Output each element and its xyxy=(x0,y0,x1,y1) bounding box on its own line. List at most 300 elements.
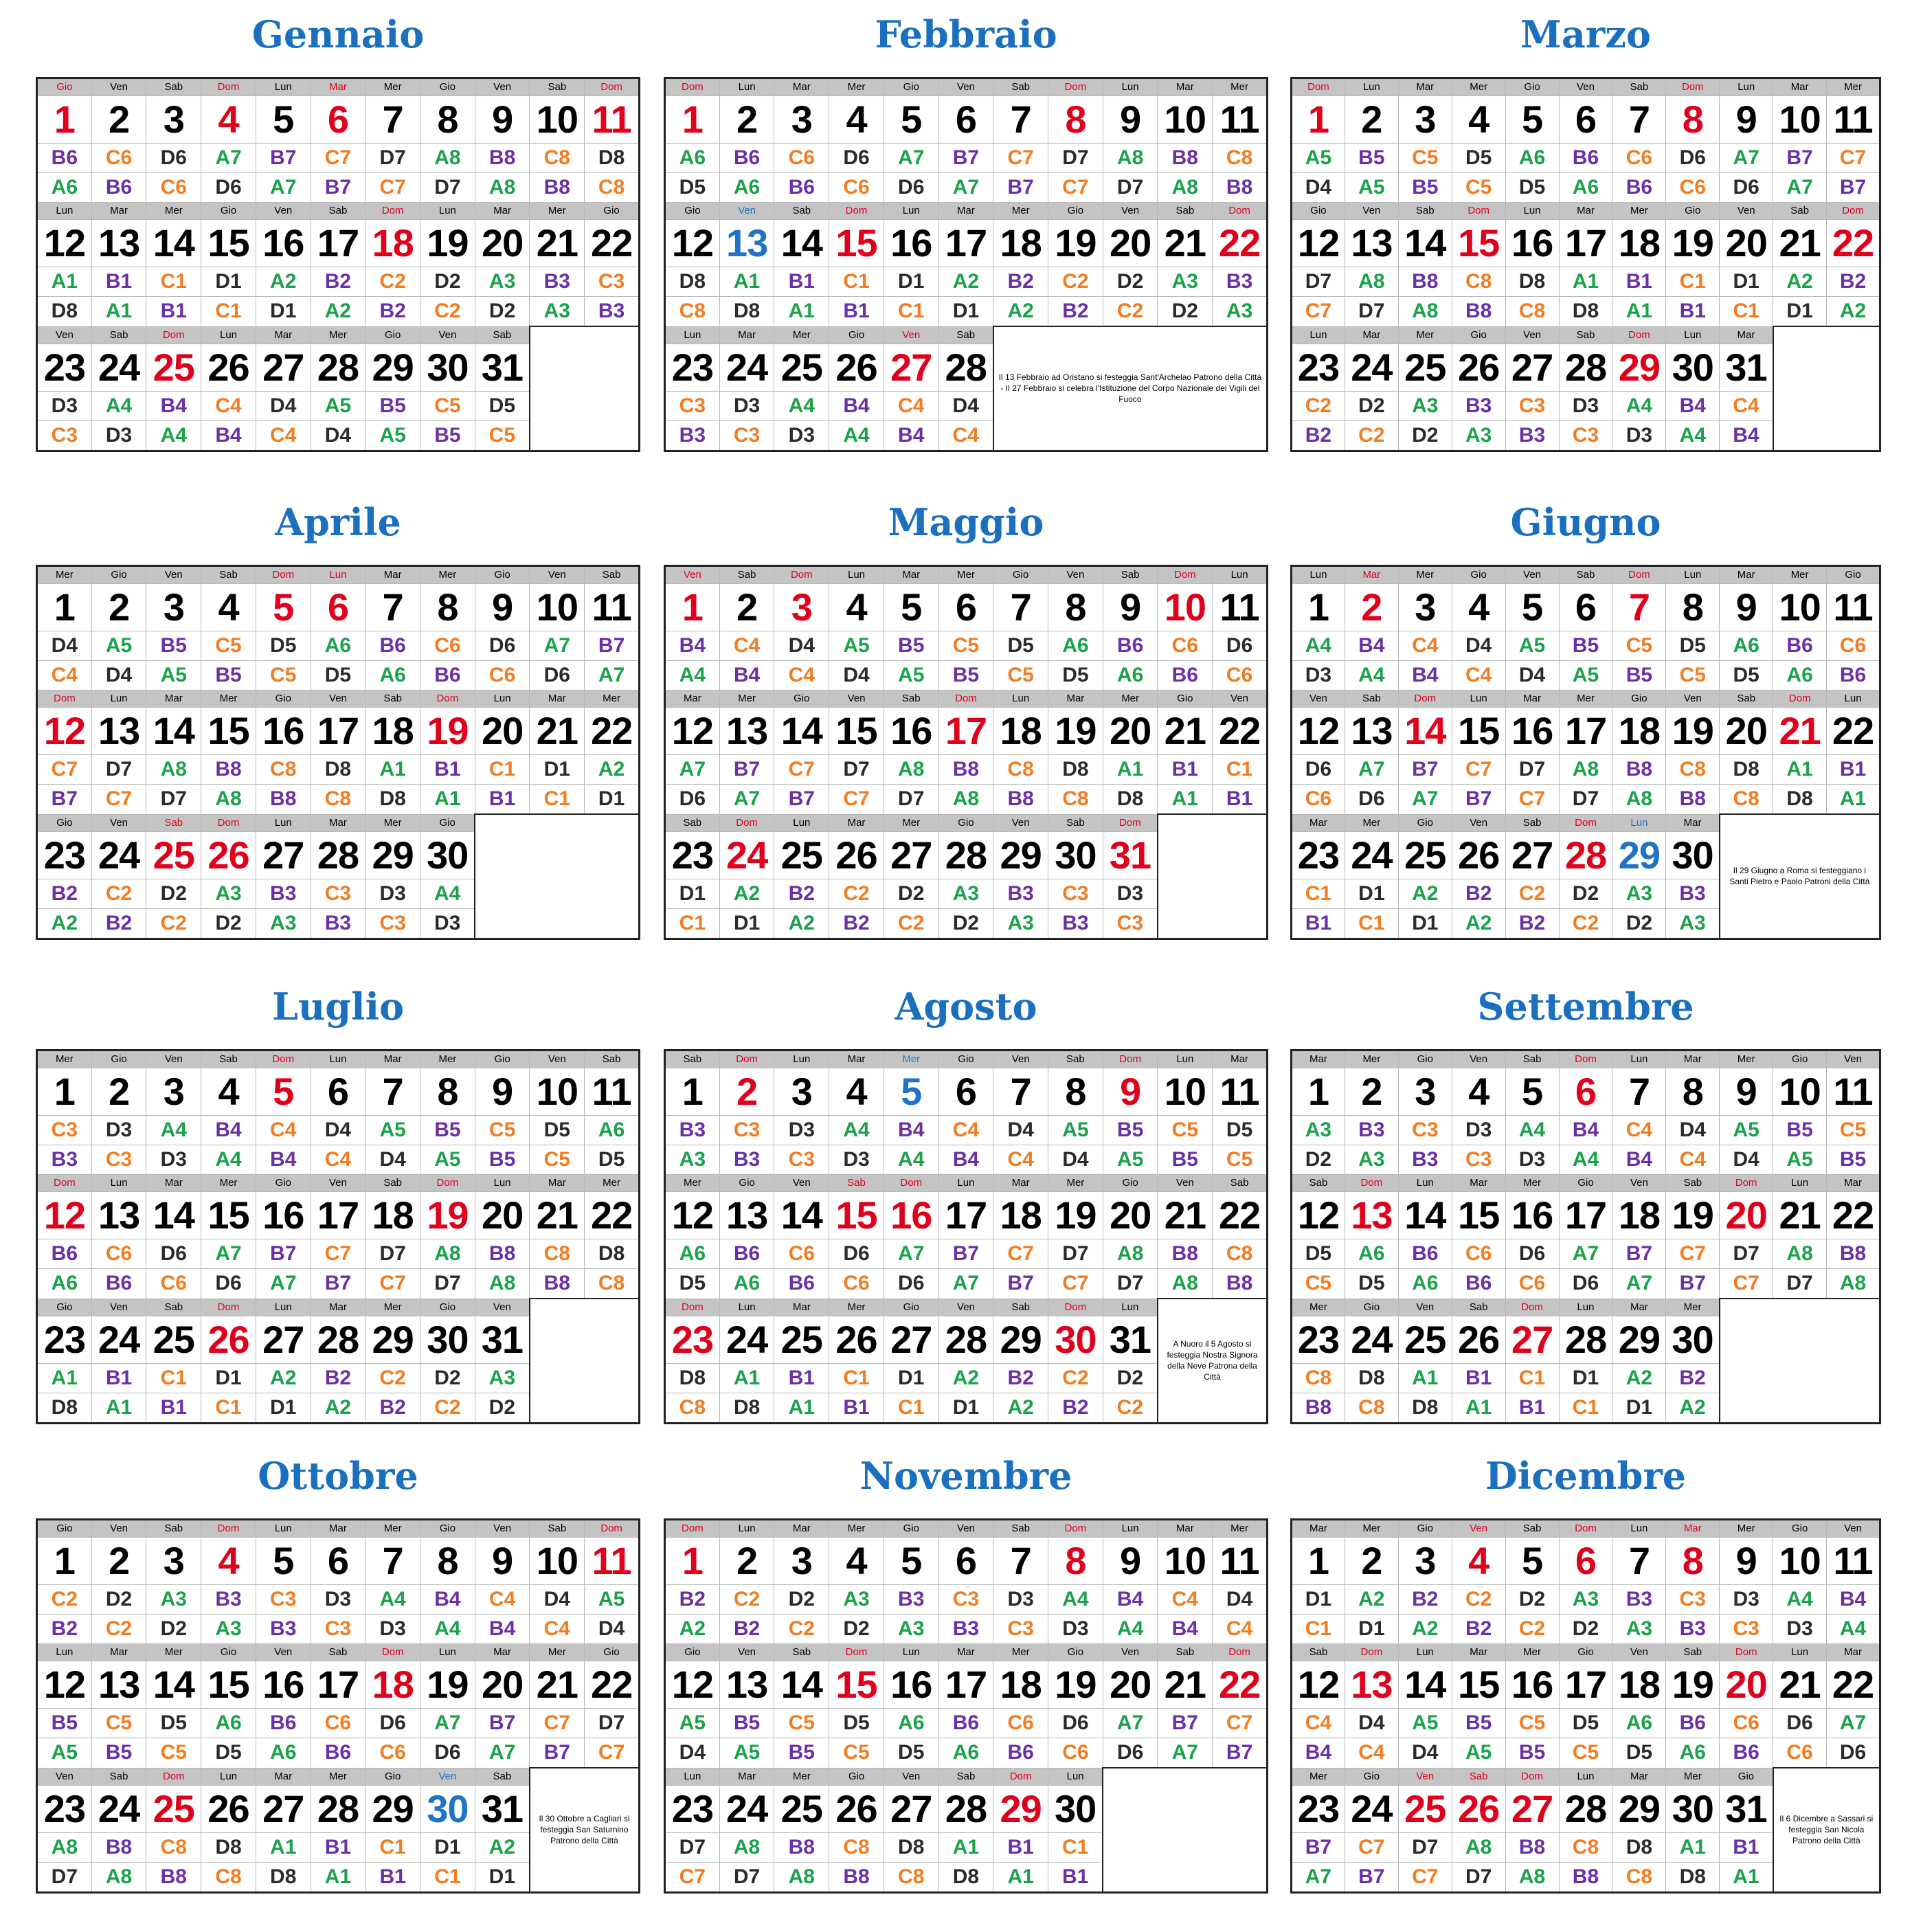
weekday-label: Ven xyxy=(146,566,201,584)
shift-code: D3 xyxy=(993,1585,1048,1615)
shift-code: A6 xyxy=(1103,661,1158,690)
date-number: 17 xyxy=(938,708,993,755)
shift-code: C1 xyxy=(146,267,201,297)
date-number: 18 xyxy=(993,1192,1048,1239)
shift-code: B5 xyxy=(938,661,993,690)
weekday-label: Sab xyxy=(1048,1051,1103,1068)
date-number: 11 xyxy=(1827,1538,1880,1585)
shift-code: D3 xyxy=(366,879,420,908)
shift-code: D3 xyxy=(829,1145,884,1175)
shift-code: B2 xyxy=(1452,879,1505,908)
shift-code: A3 xyxy=(938,879,993,908)
shift-row-a xyxy=(665,1585,1268,1615)
date-number: 28 xyxy=(311,831,366,879)
shift-code: B3 xyxy=(665,420,720,451)
shift-code: C6 xyxy=(475,661,530,690)
shift-code: D8 xyxy=(37,1393,92,1423)
date-row xyxy=(37,220,640,267)
weekday-row xyxy=(665,326,1268,344)
weekday-label: Mer xyxy=(1666,1768,1720,1785)
shift-code: A4 xyxy=(1827,1615,1880,1644)
shift-row-b xyxy=(37,661,640,690)
date-number: 20 xyxy=(1720,220,1773,267)
shift-code: B7 xyxy=(1158,1709,1213,1738)
weekday-label: Gio xyxy=(1612,690,1666,708)
shift-code: A3 xyxy=(1398,391,1452,420)
shift-code: B6 xyxy=(1158,661,1213,690)
date-number: 29 xyxy=(366,344,420,391)
shift-code: D8 xyxy=(665,1363,720,1393)
shift-code: D6 xyxy=(829,144,884,173)
date-number: 3 xyxy=(774,1068,829,1116)
shift-code: B5 xyxy=(201,661,256,690)
shift-code: A8 xyxy=(1452,1832,1505,1862)
weekday-label: Lun xyxy=(1292,566,1345,584)
weekday-label: Ven xyxy=(146,1051,201,1068)
shift-row-b xyxy=(37,173,640,203)
date-number: 12 xyxy=(665,1192,720,1239)
date-number: 29 xyxy=(366,831,420,879)
weekday-label: Mer xyxy=(1720,1051,1773,1068)
weekday-label: Mer xyxy=(884,1051,938,1068)
shift-code: D6 xyxy=(1048,1709,1103,1738)
weekday-label: Sab xyxy=(1505,1051,1559,1068)
date-number: 12 xyxy=(1292,708,1345,755)
date-number: 29 xyxy=(993,1316,1048,1363)
shift-row-b xyxy=(1292,173,1880,203)
date-number: 8 xyxy=(1048,1068,1103,1116)
shift-code: D8 xyxy=(1398,1393,1452,1423)
weekday-label: Sab xyxy=(1666,1644,1720,1661)
shift-code: A6 xyxy=(884,1709,938,1738)
date-number: 6 xyxy=(938,584,993,631)
shift-code: B8 xyxy=(993,785,1048,815)
shift-code: A5 xyxy=(91,631,146,661)
date-row xyxy=(37,96,640,144)
date-number: 30 xyxy=(1666,1785,1720,1832)
weekday-label: Gio xyxy=(1103,1175,1158,1192)
date-number: 29 xyxy=(366,1316,420,1363)
shift-code: B1 xyxy=(146,1393,201,1423)
weekday-label: Sab xyxy=(938,326,993,344)
shift-code: D8 xyxy=(1103,785,1158,815)
shift-code: C1 xyxy=(1505,1363,1559,1393)
date-number: 5 xyxy=(1505,1538,1559,1585)
shift-code: D3 xyxy=(37,391,92,420)
shift-code: A5 xyxy=(1559,661,1612,690)
shift-code: C6 xyxy=(1213,661,1268,690)
weekday-label: Gio xyxy=(1666,203,1720,220)
shift-code: D8 xyxy=(1773,785,1827,815)
weekday-label: Mer xyxy=(1505,1175,1559,1192)
weekday-label: Mar xyxy=(1292,814,1345,831)
shift-code: A6 xyxy=(37,1269,92,1299)
weekday-label: Mar xyxy=(1773,78,1827,96)
date-row xyxy=(665,96,1268,144)
date-number: 18 xyxy=(993,1661,1048,1709)
weekday-label: Gio xyxy=(1505,78,1559,96)
shift-code: C8 xyxy=(993,755,1048,785)
shift-code: A2 xyxy=(1612,1363,1666,1393)
date-number: 16 xyxy=(1505,220,1559,267)
shift-code: D5 xyxy=(1213,1116,1268,1145)
date-number: 17 xyxy=(938,220,993,267)
date-number: 4 xyxy=(829,584,884,631)
shift-code: C5 xyxy=(774,1709,829,1738)
date-number: 5 xyxy=(256,1538,311,1585)
date-number: 15 xyxy=(201,1192,256,1239)
date-row xyxy=(1292,96,1880,144)
shift-code: D4 xyxy=(256,391,311,420)
empty-cell xyxy=(475,814,639,939)
shift-code: A8 xyxy=(774,1862,829,1892)
shift-code: A8 xyxy=(1559,755,1612,785)
shift-row-b xyxy=(665,1145,1268,1175)
weekday-label: Ven xyxy=(1452,814,1505,831)
weekday-label: Mer xyxy=(366,78,420,96)
shift-code: D1 xyxy=(1398,908,1452,939)
shift-row-a xyxy=(37,267,640,297)
weekday-label: Ven xyxy=(993,1051,1048,1068)
date-number: 18 xyxy=(1612,708,1666,755)
weekday-label: Mar xyxy=(993,1175,1048,1192)
shift-code: C2 xyxy=(1048,1363,1103,1393)
weekday-label: Lun xyxy=(1345,78,1398,96)
date-number: 12 xyxy=(37,708,92,755)
date-number: 23 xyxy=(37,344,92,391)
date-number: 14 xyxy=(774,1192,829,1239)
weekday-label: Dom xyxy=(1559,1520,1612,1538)
shift-code: B6 xyxy=(1827,661,1880,690)
weekday-label: Mar xyxy=(311,1520,366,1538)
shift-code: C5 xyxy=(256,661,311,690)
shift-code: B6 xyxy=(91,173,146,203)
weekday-label: Dom xyxy=(1158,566,1213,584)
shift-code: B6 xyxy=(993,1738,1048,1768)
date-number: 24 xyxy=(91,344,146,391)
shift-code: C8 xyxy=(585,173,640,203)
weekday-label: Mar xyxy=(530,1175,585,1192)
date-number: 10 xyxy=(1158,1538,1213,1585)
date-number: 17 xyxy=(311,220,366,267)
date-number: 29 xyxy=(993,831,1048,879)
shift-code: A1 xyxy=(1773,755,1827,785)
weekday-label: Lun xyxy=(475,690,530,708)
date-number: 13 xyxy=(1345,220,1398,267)
date-number: 19 xyxy=(1048,1661,1103,1709)
shift-code: D2 xyxy=(1292,1145,1345,1175)
shift-code: A3 xyxy=(1345,1145,1398,1175)
shift-code: C6 xyxy=(1827,631,1880,661)
weekday-label: Mer xyxy=(774,1768,829,1785)
shift-code: A7 xyxy=(420,1709,475,1738)
shift-code: D2 xyxy=(1103,267,1158,297)
shift-row-a xyxy=(1292,631,1880,661)
weekday-label: Lun xyxy=(1103,1520,1158,1538)
weekday-label: Sab xyxy=(1559,326,1612,344)
shift-code: C8 xyxy=(665,1393,720,1423)
weekday-label: Dom xyxy=(1505,1299,1559,1316)
shift-code: B1 xyxy=(1158,755,1213,785)
date-number: 12 xyxy=(665,220,720,267)
patron-note: Il 6 Dicembre a Sassari si festeggia San Nicola Patrono della Città xyxy=(1773,1768,1880,1892)
date-number: 11 xyxy=(585,1068,640,1116)
date-number: 23 xyxy=(1292,344,1345,391)
weekday-label: Ven xyxy=(665,566,720,584)
weekday-label: Ven xyxy=(256,1644,311,1661)
shift-code: C4 xyxy=(938,1116,993,1145)
weekday-label: Dom xyxy=(1398,690,1452,708)
shift-code: C5 xyxy=(1213,1145,1268,1175)
weekday-label: Lun xyxy=(1773,1175,1827,1192)
date-number: 28 xyxy=(938,831,993,879)
date-number: 30 xyxy=(1666,831,1720,879)
shift-code: A4 xyxy=(829,420,884,451)
date-number: 2 xyxy=(1345,584,1398,631)
shift-code: A4 xyxy=(884,1145,938,1175)
shift-code: C3 xyxy=(1720,1615,1773,1644)
shift-code: D7 xyxy=(1505,755,1559,785)
shift-code: C4 xyxy=(256,420,311,451)
date-number: 17 xyxy=(1559,220,1612,267)
shift-code: A8 xyxy=(1398,297,1452,327)
date-number: 19 xyxy=(420,220,475,267)
shift-code: A8 xyxy=(1612,785,1666,815)
shift-row-a xyxy=(37,755,640,785)
weekday-label: Dom xyxy=(774,566,829,584)
shift-code: A3 xyxy=(1612,1615,1666,1644)
shift-code: C5 xyxy=(829,1738,884,1768)
date-number: 27 xyxy=(884,831,938,879)
shift-code: B5 xyxy=(1103,1116,1158,1145)
date-number: 9 xyxy=(1720,1538,1773,1585)
shift-code: B6 xyxy=(1612,173,1666,203)
weekday-label: Sab xyxy=(146,814,201,831)
date-number: 6 xyxy=(311,96,366,144)
weekday-label: Lun xyxy=(1398,1175,1452,1192)
shift-code: A1 xyxy=(1666,1832,1720,1862)
weekday-label: Ven xyxy=(1048,566,1103,584)
shift-code: D3 xyxy=(774,1116,829,1145)
shift-code: D8 xyxy=(665,267,720,297)
shift-code: A6 xyxy=(366,661,420,690)
shift-code: C6 xyxy=(1773,1738,1827,1768)
weekday-label: Sab xyxy=(311,203,366,220)
shift-code: A5 xyxy=(884,661,938,690)
shift-code: C1 xyxy=(1292,879,1345,908)
shift-code: C4 xyxy=(1720,391,1773,420)
date-number: 3 xyxy=(146,1068,201,1116)
weekday-label: Mar xyxy=(1720,326,1773,344)
shift-code: A6 xyxy=(37,173,92,203)
weekday-label: Dom xyxy=(993,1768,1048,1785)
patron-note: Il 30 Ottobre a Cagliari si festeggia San Saturnino Patrono della Città xyxy=(530,1768,640,1892)
date-number: 13 xyxy=(1345,708,1398,755)
shift-code: A7 xyxy=(1345,755,1398,785)
date-number: 6 xyxy=(1559,96,1612,144)
shift-code: C3 xyxy=(311,879,366,908)
weekday-label: Mar xyxy=(1158,78,1213,96)
weekday-label: Ven xyxy=(420,326,475,344)
shift-code: A6 xyxy=(1505,144,1559,173)
weekday-label: Mar xyxy=(366,1051,420,1068)
date-number: 17 xyxy=(938,1661,993,1709)
shift-code: B7 xyxy=(585,631,640,661)
weekday-label: Mar xyxy=(91,203,146,220)
weekday-label: Mar xyxy=(146,1175,201,1192)
weekday-label: Gio xyxy=(1773,1051,1827,1068)
shift-code: D8 xyxy=(1505,267,1559,297)
shift-code: D4 xyxy=(1505,661,1559,690)
weekday-label: Mer xyxy=(665,1175,720,1192)
shift-row-b xyxy=(1292,785,1880,815)
month-grid xyxy=(664,77,1268,452)
shift-code: B2 xyxy=(993,267,1048,297)
shift-code: C7 xyxy=(1213,1709,1268,1738)
date-number: 17 xyxy=(1559,1661,1612,1709)
weekday-label: Mar xyxy=(475,203,530,220)
weekday-label: Sab xyxy=(530,1520,585,1538)
date-number: 20 xyxy=(1720,1192,1773,1239)
weekday-label: Ven xyxy=(993,814,1048,831)
date-number: 13 xyxy=(1345,1192,1398,1239)
shift-code: C6 xyxy=(1292,785,1345,815)
date-number: 9 xyxy=(475,584,530,631)
weekday-label: Sab xyxy=(1398,203,1452,220)
weekday-label: Lun xyxy=(993,690,1048,708)
shift-code: D8 xyxy=(366,785,420,815)
shift-code: C2 xyxy=(420,297,475,327)
shift-code: A3 xyxy=(146,1585,201,1615)
shift-code: A1 xyxy=(1827,785,1880,815)
shift-row-a xyxy=(37,1585,640,1615)
weekday-label: Ven xyxy=(938,1299,993,1316)
shift-code: D3 xyxy=(420,908,475,939)
shift-code: D7 xyxy=(884,785,938,815)
date-number: 13 xyxy=(91,708,146,755)
weekday-label: Gio xyxy=(1720,1768,1773,1785)
date-number: 23 xyxy=(37,1785,92,1832)
weekday-label: Ven xyxy=(311,690,366,708)
shift-code: A8 xyxy=(146,755,201,785)
date-number: 28 xyxy=(1559,1785,1612,1832)
weekday-label: Mer xyxy=(1505,1644,1559,1661)
shift-code: C3 xyxy=(1398,1116,1452,1145)
shift-code: D8 xyxy=(719,297,774,327)
shift-code: C6 xyxy=(146,173,201,203)
shift-code: D5 xyxy=(665,1269,720,1299)
date-number: 1 xyxy=(665,1538,720,1585)
date-number: 22 xyxy=(585,220,640,267)
date-number: 8 xyxy=(1666,96,1720,144)
shift-code: D4 xyxy=(1398,1738,1452,1768)
date-number: 14 xyxy=(146,220,201,267)
shift-code: D3 xyxy=(1559,391,1612,420)
shift-code: B6 xyxy=(1559,144,1612,173)
weekday-label: Sab xyxy=(1612,78,1666,96)
date-number: 9 xyxy=(1103,584,1158,631)
shift-code: A1 xyxy=(1612,297,1666,327)
shift-row-a xyxy=(1292,755,1880,785)
weekday-row xyxy=(1292,690,1880,708)
shift-code: A2 xyxy=(311,297,366,327)
weekday-label: Mar xyxy=(1292,1520,1345,1538)
shift-code: B3 xyxy=(1505,420,1559,451)
weekday-label: Dom xyxy=(1048,78,1103,96)
date-number: 14 xyxy=(1398,220,1452,267)
date-number: 22 xyxy=(585,1661,640,1709)
shift-row-b xyxy=(665,1615,1268,1644)
shift-code: D1 xyxy=(1612,1393,1666,1423)
shift-code: D4 xyxy=(366,1145,420,1175)
date-row xyxy=(1292,1192,1880,1239)
shift-code: B7 xyxy=(1612,1239,1666,1269)
weekday-label: Mer xyxy=(311,326,366,344)
date-number: 25 xyxy=(1398,344,1452,391)
shift-code: C8 xyxy=(1720,785,1773,815)
date-number: 4 xyxy=(201,1068,256,1116)
shift-code: A4 xyxy=(146,420,201,451)
date-number: 28 xyxy=(938,1785,993,1832)
weekday-label: Ven xyxy=(829,690,884,708)
shift-code: C8 xyxy=(146,1832,201,1862)
shift-code: B1 xyxy=(420,755,475,785)
shift-code: B4 xyxy=(1103,1585,1158,1615)
weekday-row xyxy=(665,566,1268,584)
shift-code: D1 xyxy=(1773,297,1827,327)
shift-code: C5 xyxy=(1666,661,1720,690)
date-number: 29 xyxy=(993,1785,1048,1832)
shift-code: A5 xyxy=(1103,1145,1158,1175)
date-number: 23 xyxy=(665,1785,720,1832)
shift-code: A5 xyxy=(829,631,884,661)
shift-code: D7 xyxy=(1048,144,1103,173)
weekday-label: Gio xyxy=(366,326,420,344)
shift-code: C2 xyxy=(1505,1615,1559,1644)
weekday-label: Ven xyxy=(1103,1644,1158,1661)
shift-code: C2 xyxy=(366,267,420,297)
shift-code: D1 xyxy=(1345,879,1398,908)
shift-code: A4 xyxy=(91,391,146,420)
weekday-label: Dom xyxy=(585,78,640,96)
weekday-label: Sab xyxy=(146,78,201,96)
date-number: 1 xyxy=(37,584,92,631)
shift-code: C4 xyxy=(938,420,993,451)
date-number: 23 xyxy=(37,1316,92,1363)
weekday-label: Sab xyxy=(91,1768,146,1785)
shift-code: A5 xyxy=(585,1585,640,1615)
shift-code: D3 xyxy=(774,420,829,451)
shift-code: A6 xyxy=(1345,1239,1398,1269)
shift-code: D6 xyxy=(1559,1269,1612,1299)
weekday-label: Ven xyxy=(1398,1768,1452,1785)
shift-code: D7 xyxy=(1398,1832,1452,1862)
shift-code: C8 xyxy=(1666,755,1720,785)
date-number: 18 xyxy=(1612,1192,1666,1239)
shift-code: D2 xyxy=(1505,1585,1559,1615)
date-number: 14 xyxy=(1398,1192,1452,1239)
shift-code: B5 xyxy=(719,1709,774,1738)
shift-code: A2 xyxy=(311,1393,366,1423)
shift-code: D4 xyxy=(311,1116,366,1145)
date-number: 13 xyxy=(91,1192,146,1239)
weekday-label: Sab xyxy=(1505,1520,1559,1538)
weekday-label: Mer xyxy=(201,1175,256,1192)
shift-code: D2 xyxy=(1559,879,1612,908)
shift-code: B7 xyxy=(530,1738,585,1768)
weekday-label: Dom xyxy=(884,1175,938,1192)
shift-code: B2 xyxy=(774,879,829,908)
